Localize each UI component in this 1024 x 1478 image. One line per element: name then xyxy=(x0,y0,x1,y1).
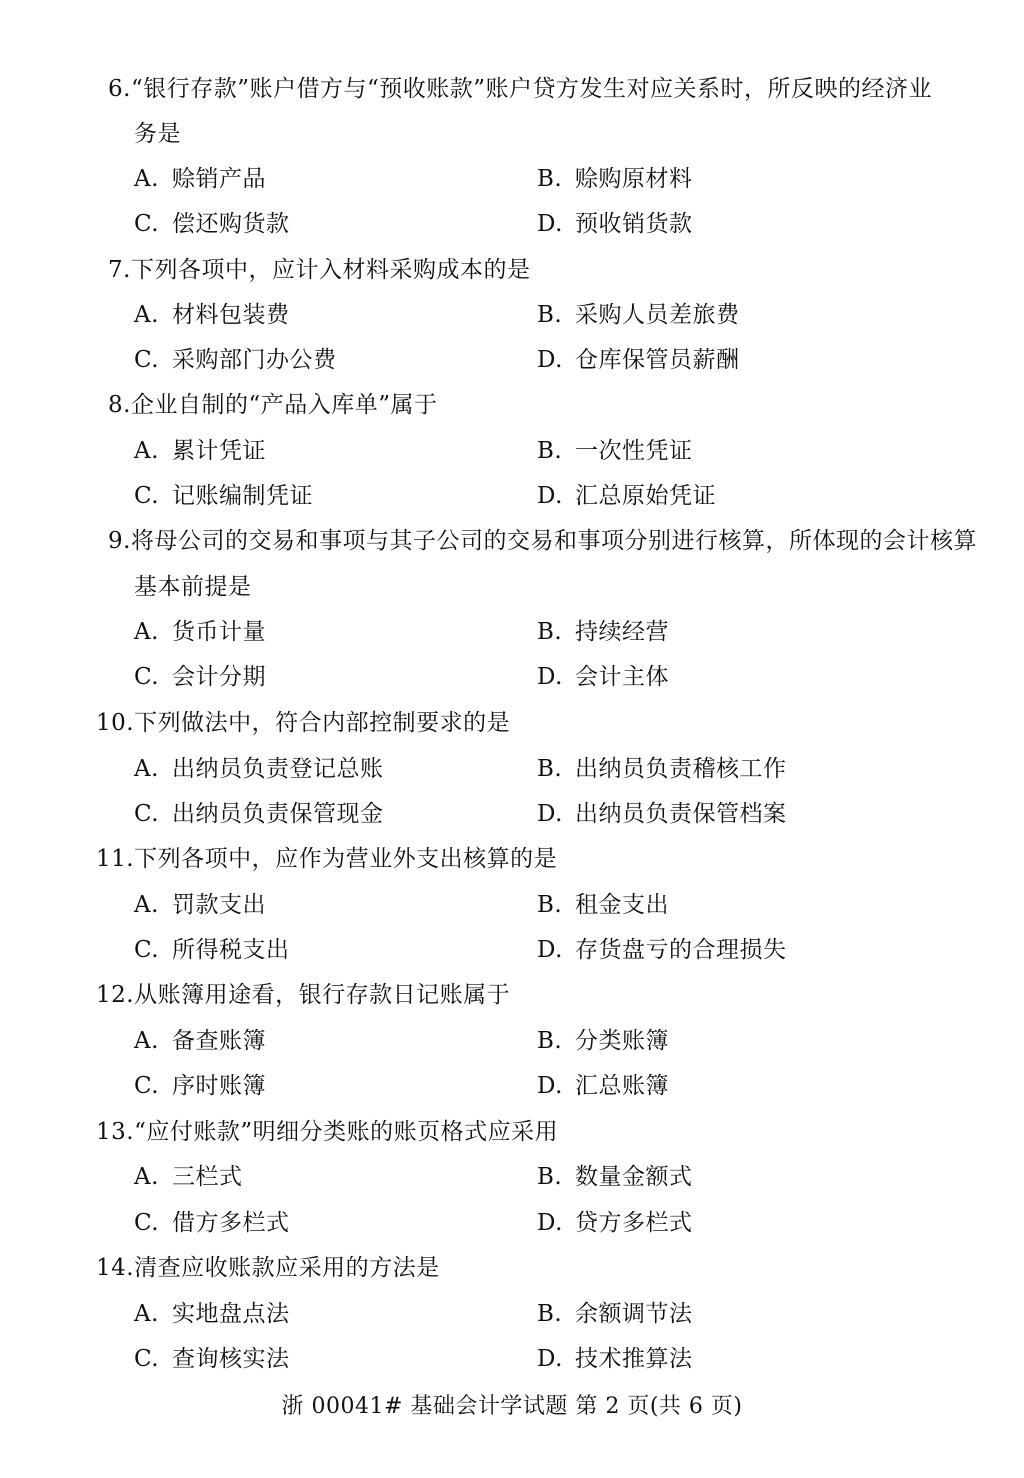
option-letter: A. xyxy=(134,438,159,464)
question-number: 8. xyxy=(108,392,131,418)
option-text: 货币计量 xyxy=(172,619,266,645)
option-letter: C. xyxy=(134,1346,160,1372)
option-letter: D. xyxy=(537,1210,563,1236)
option-c xyxy=(134,662,266,692)
question-stem-text: 下列各项中，应作为营业外支出核算的是 xyxy=(134,846,558,872)
option-letter: D. xyxy=(537,1073,563,1099)
option-text: 分类账簿 xyxy=(575,1028,669,1054)
option-b xyxy=(537,436,693,466)
option-letter: B. xyxy=(537,756,563,782)
option-c xyxy=(134,935,290,965)
option-letter: A. xyxy=(134,302,159,328)
option-text: 会计分期 xyxy=(172,664,266,690)
option-d xyxy=(537,1344,693,1374)
question-stem-line xyxy=(96,74,932,104)
option-d xyxy=(537,662,669,692)
option-text: 备查账簿 xyxy=(172,1028,266,1054)
option-d xyxy=(537,481,716,511)
question-stem-text: “银行存款”账户借方与“预收账款”账户贷方发生对应关系时，所反映的经济业 xyxy=(130,76,932,102)
option-letter: A. xyxy=(134,1028,159,1054)
option-text: 数量金额式 xyxy=(575,1164,693,1190)
option-c xyxy=(134,209,290,239)
option-text: 序时账簿 xyxy=(172,1073,266,1099)
option-text: 借方多栏式 xyxy=(172,1210,290,1236)
option-letter: C. xyxy=(134,1073,160,1099)
option-a xyxy=(134,300,290,330)
question-stem-line xyxy=(96,980,510,1010)
option-c xyxy=(134,481,313,511)
option-text: 出纳员负责登记总账 xyxy=(172,756,384,782)
option-text: 采购人员差旅费 xyxy=(575,302,740,328)
option-b xyxy=(537,164,693,194)
option-letter: B. xyxy=(537,1164,563,1190)
question-stem-text: 企业自制的“产品入库单”属于 xyxy=(130,392,438,418)
option-b xyxy=(537,1026,669,1056)
option-letter: D. xyxy=(537,211,563,237)
option-text: 余额调节法 xyxy=(575,1301,693,1327)
option-text: 汇总账簿 xyxy=(575,1073,669,1099)
question-stem-line: 务是 xyxy=(134,121,181,147)
option-b xyxy=(537,890,669,920)
option-text: 赊购原材料 xyxy=(575,166,693,192)
question-stem-line xyxy=(96,255,530,285)
question-stem-text: 下列做法中，符合内部控制要求的是 xyxy=(134,710,511,736)
option-a xyxy=(134,436,266,466)
option-letter: C. xyxy=(134,211,160,237)
option-text: 偿还购货款 xyxy=(172,211,290,237)
option-d xyxy=(537,935,787,965)
option-letter: A. xyxy=(134,619,159,645)
option-text: 会计主体 xyxy=(575,664,669,690)
option-a xyxy=(134,890,266,920)
option-a xyxy=(134,1026,266,1056)
question-number: 6. xyxy=(108,76,131,102)
option-letter: D. xyxy=(537,483,563,509)
option-letter: A. xyxy=(134,1164,159,1190)
option-text: 贷方多栏式 xyxy=(575,1210,693,1236)
question-stem-line xyxy=(96,708,510,738)
question-stem-line xyxy=(96,1117,558,1147)
option-b xyxy=(537,1162,693,1192)
option-letter: C. xyxy=(134,801,160,827)
option-text: 出纳员负责稽核工作 xyxy=(575,756,787,782)
option-letter: A. xyxy=(134,756,159,782)
option-letter: D. xyxy=(537,1346,563,1372)
option-a xyxy=(134,1162,243,1192)
question-stem-line xyxy=(96,390,437,420)
question-stem-line xyxy=(96,844,557,874)
option-text: 累计凭证 xyxy=(172,438,266,464)
option-d xyxy=(537,345,740,375)
option-text: 汇总原始凭证 xyxy=(575,483,716,509)
question-stem-text: 清查应收账款应采用的方法是 xyxy=(134,1255,440,1281)
question-number: 10. xyxy=(96,710,135,736)
option-a xyxy=(134,617,266,647)
option-d xyxy=(537,799,787,829)
option-letter: A. xyxy=(134,1301,159,1327)
option-letter: C. xyxy=(134,937,160,963)
option-letter: A. xyxy=(134,166,159,192)
option-letter: C. xyxy=(134,483,160,509)
question-number: 14. xyxy=(96,1255,135,1281)
option-letter: B. xyxy=(537,1028,563,1054)
question-stem-line: 基本前提是 xyxy=(134,574,252,600)
option-letter: B. xyxy=(537,619,563,645)
option-d xyxy=(537,1071,669,1101)
option-c xyxy=(134,345,337,375)
option-text: 赊销产品 xyxy=(172,166,266,192)
question-number: 9. xyxy=(108,528,131,554)
option-letter: A. xyxy=(134,892,159,918)
option-a xyxy=(134,754,384,784)
option-c xyxy=(134,1208,290,1238)
option-text: 材料包装费 xyxy=(172,302,290,328)
option-text: 一次性凭证 xyxy=(575,438,693,464)
option-text: 三栏式 xyxy=(172,1164,243,1190)
option-letter: B. xyxy=(537,1301,563,1327)
question-stem-line xyxy=(96,526,977,556)
option-text: 技术推算法 xyxy=(575,1346,693,1372)
option-text: 预收销货款 xyxy=(575,211,693,237)
option-text: 租金支出 xyxy=(575,892,669,918)
question-stem-text: “应付账款”明细分类账的账页格式应采用 xyxy=(134,1119,559,1145)
option-b xyxy=(537,1299,693,1329)
option-letter: B. xyxy=(537,302,563,328)
option-text: 持续经营 xyxy=(575,619,669,645)
option-text: 出纳员负责保管现金 xyxy=(172,801,384,827)
option-b xyxy=(537,300,740,330)
option-b xyxy=(537,617,669,647)
option-letter: C. xyxy=(134,347,160,373)
option-letter: D. xyxy=(537,937,563,963)
option-c xyxy=(134,1344,290,1374)
option-text: 存货盘亏的合理损失 xyxy=(575,937,787,963)
option-letter: C. xyxy=(134,1210,160,1236)
question-number: 11. xyxy=(96,846,135,872)
option-d xyxy=(537,1208,693,1238)
option-text: 记账编制凭证 xyxy=(172,483,313,509)
option-text: 实地盘点法 xyxy=(172,1301,290,1327)
question-number: 13. xyxy=(96,1119,135,1145)
option-a xyxy=(134,164,266,194)
question-stem-line xyxy=(96,1253,440,1283)
option-letter: B. xyxy=(537,166,563,192)
question-number: 7. xyxy=(108,257,131,283)
option-text: 出纳员负责保管档案 xyxy=(575,801,787,827)
question-number: 12. xyxy=(96,982,135,1008)
option-letter: D. xyxy=(537,347,563,373)
option-letter: B. xyxy=(537,892,563,918)
option-a xyxy=(134,1299,290,1329)
question-stem-text: 将母公司的交易和事项与其子公司的交易和事项分别进行核算，所体现的会计核算 xyxy=(130,528,977,554)
option-c xyxy=(134,799,384,829)
question-stem-text: 从账簿用途看，银行存款日记账属于 xyxy=(134,982,511,1008)
option-text: 仓库保管员薪酬 xyxy=(575,347,740,373)
page-footer: 浙 00041# 基础会计学试题 第 2 页(共 6 页) xyxy=(281,1394,743,1419)
option-d xyxy=(537,209,693,239)
option-letter: B. xyxy=(537,438,563,464)
option-c xyxy=(134,1071,266,1101)
option-letter: D. xyxy=(537,664,563,690)
option-b xyxy=(537,754,787,784)
option-text: 罚款支出 xyxy=(172,892,266,918)
question-stem-text: 下列各项中，应计入材料采购成本的是 xyxy=(130,257,531,283)
option-letter: D. xyxy=(537,801,563,827)
option-text: 采购部门办公费 xyxy=(172,347,337,373)
option-letter: C. xyxy=(134,664,160,690)
option-text: 查询核实法 xyxy=(172,1346,290,1372)
option-text: 所得税支出 xyxy=(172,937,290,963)
